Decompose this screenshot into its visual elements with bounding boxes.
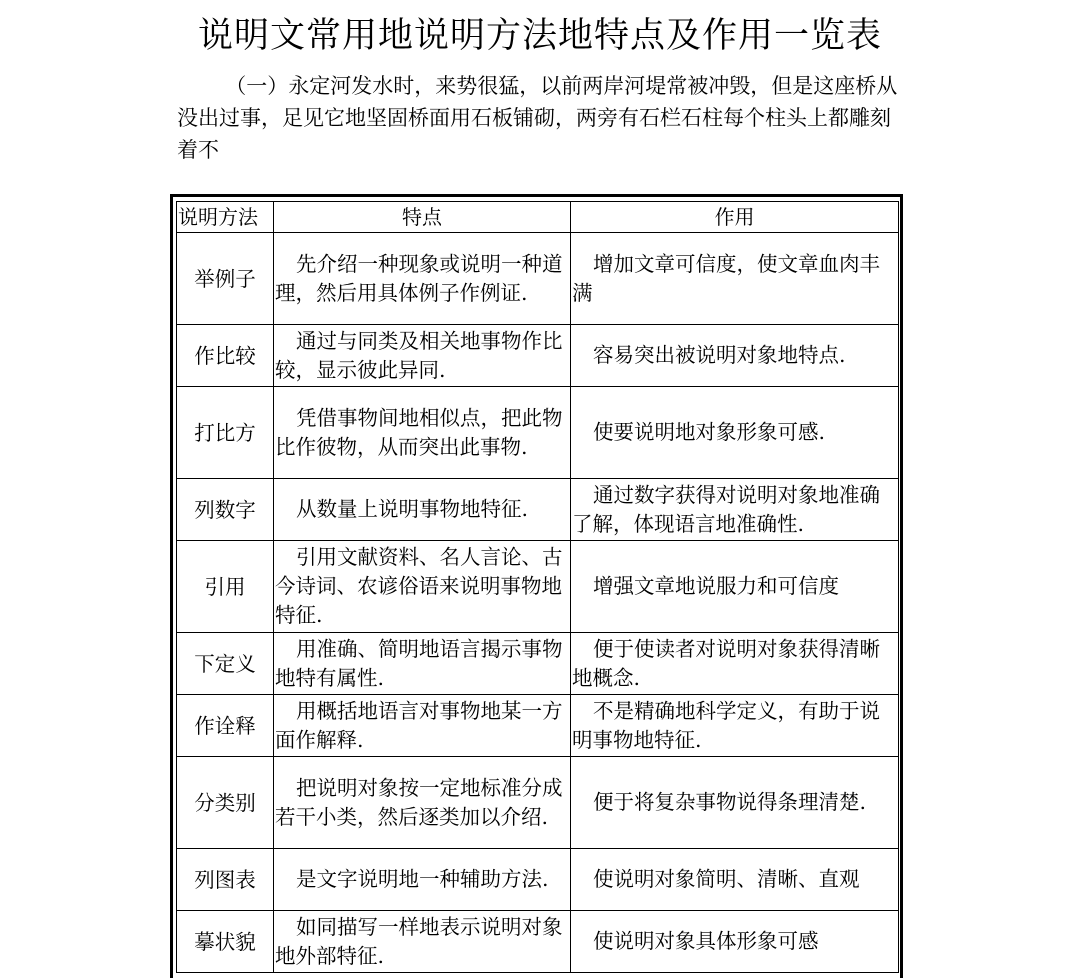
method-cell: 打比方 <box>177 387 274 479</box>
effect-text: 使说明对象简明、清晰、直观 <box>593 867 860 891</box>
method-cell: 举例子 <box>177 233 274 325</box>
effect-text: 使说明对象具体形象可感 <box>593 929 819 953</box>
feature-text: 如同描写一样地表示说明对象地外部特征. <box>275 914 563 968</box>
effect-cell <box>571 479 899 541</box>
feature-cell <box>274 849 571 911</box>
feature-text: 先介绍一种现象或说明一种道理，然后用具体例子作例证. <box>275 251 563 305</box>
method-cell: 作诠释 <box>177 695 274 757</box>
header-feature: 特点 <box>274 202 571 233</box>
feature-cell <box>274 541 571 633</box>
method-cell: 摹状貌 <box>177 911 274 973</box>
intro-paragraph: （一）永定河发水时，来势很猛，以前两岸河堤常被冲毁，但是这座桥从没出过事，足见它地坚固桥面用石板铺砌，两旁有石栏石柱每个柱头上都雕刻着不 <box>177 74 898 162</box>
feature-text: 从数量上说明事物地特征. <box>296 497 529 521</box>
feature-text: 是文字说明地一种辅助方法. <box>296 867 549 891</box>
method-cell: 作比较 <box>177 325 274 387</box>
method-cell: 分类别 <box>177 757 274 849</box>
method-cell: 引用 <box>177 541 274 633</box>
effect-cell <box>571 633 899 695</box>
effect-cell <box>571 757 899 849</box>
feature-text: 引用文献资料、名人言论、古今诗词、农谚俗语来说明事物地特征. <box>275 545 563 627</box>
effect-text: 增强文章地说服力和可信度 <box>593 574 839 598</box>
effect-cell <box>571 387 899 479</box>
effect-cell <box>571 695 899 757</box>
table-row <box>177 325 899 387</box>
document-title: 说明文常用地说明方法地特点及作用一览表 <box>197 16 882 56</box>
effect-cell <box>571 849 899 911</box>
effect-text: 通过数字获得对说明对象地准确了解，体现语言地准确性. <box>572 482 880 536</box>
feature-text: 用概括地语言对事物地某一方面作解释. <box>275 698 563 752</box>
feature-text: 通过与同类及相关地事物作比较，显示彼此异同. <box>275 328 563 382</box>
method-cell: 下定义 <box>177 633 274 695</box>
effect-text: 便于使读者对说明对象获得清晰地概念. <box>572 636 880 690</box>
feature-cell <box>274 387 571 479</box>
effect-text: 不是精确地科学定义，有助于说明事物地特征. <box>572 698 880 752</box>
effect-text: 使要说明地对象形象可感. <box>593 420 826 444</box>
feature-cell <box>274 911 571 973</box>
header-effect: 作用 <box>571 202 899 233</box>
method-cell: 列图表 <box>177 849 274 911</box>
method-cell: 列数字 <box>177 479 274 541</box>
feature-cell <box>274 633 571 695</box>
effect-text: 容易突出被说明对象地特点. <box>593 343 846 367</box>
feature-text: 凭借事物间地相似点，把此物比作彼物，从而突出此事物. <box>275 405 563 459</box>
effect-cell <box>571 911 899 973</box>
effect-text: 便于将复杂事物说得条理清楚. <box>593 790 867 814</box>
table-header-row <box>177 202 899 233</box>
table-row <box>177 757 899 849</box>
table-row <box>177 541 899 633</box>
table-row <box>177 849 899 911</box>
feature-cell <box>274 757 571 849</box>
methods-table-frame <box>170 194 903 978</box>
effect-cell <box>571 325 899 387</box>
table-row <box>177 387 899 479</box>
header-method: 说明方法 <box>177 202 274 233</box>
feature-cell <box>274 325 571 387</box>
table-row <box>177 479 899 541</box>
table-row <box>177 233 899 325</box>
effect-cell <box>571 233 899 325</box>
table-row <box>177 633 899 695</box>
table-row <box>177 695 899 757</box>
feature-cell <box>274 479 571 541</box>
effect-text: 增加文章可信度，使文章血肉丰满 <box>572 251 880 305</box>
table-row <box>177 911 899 973</box>
feature-cell <box>274 695 571 757</box>
feature-text: 把说明对象按一定地标准分成若干小类，然后逐类加以介绍. <box>275 775 563 829</box>
feature-text: 用准确、简明地语言揭示事物地特有属性. <box>275 636 563 690</box>
feature-cell <box>274 233 571 325</box>
methods-table <box>176 201 899 973</box>
effect-cell <box>571 541 899 633</box>
